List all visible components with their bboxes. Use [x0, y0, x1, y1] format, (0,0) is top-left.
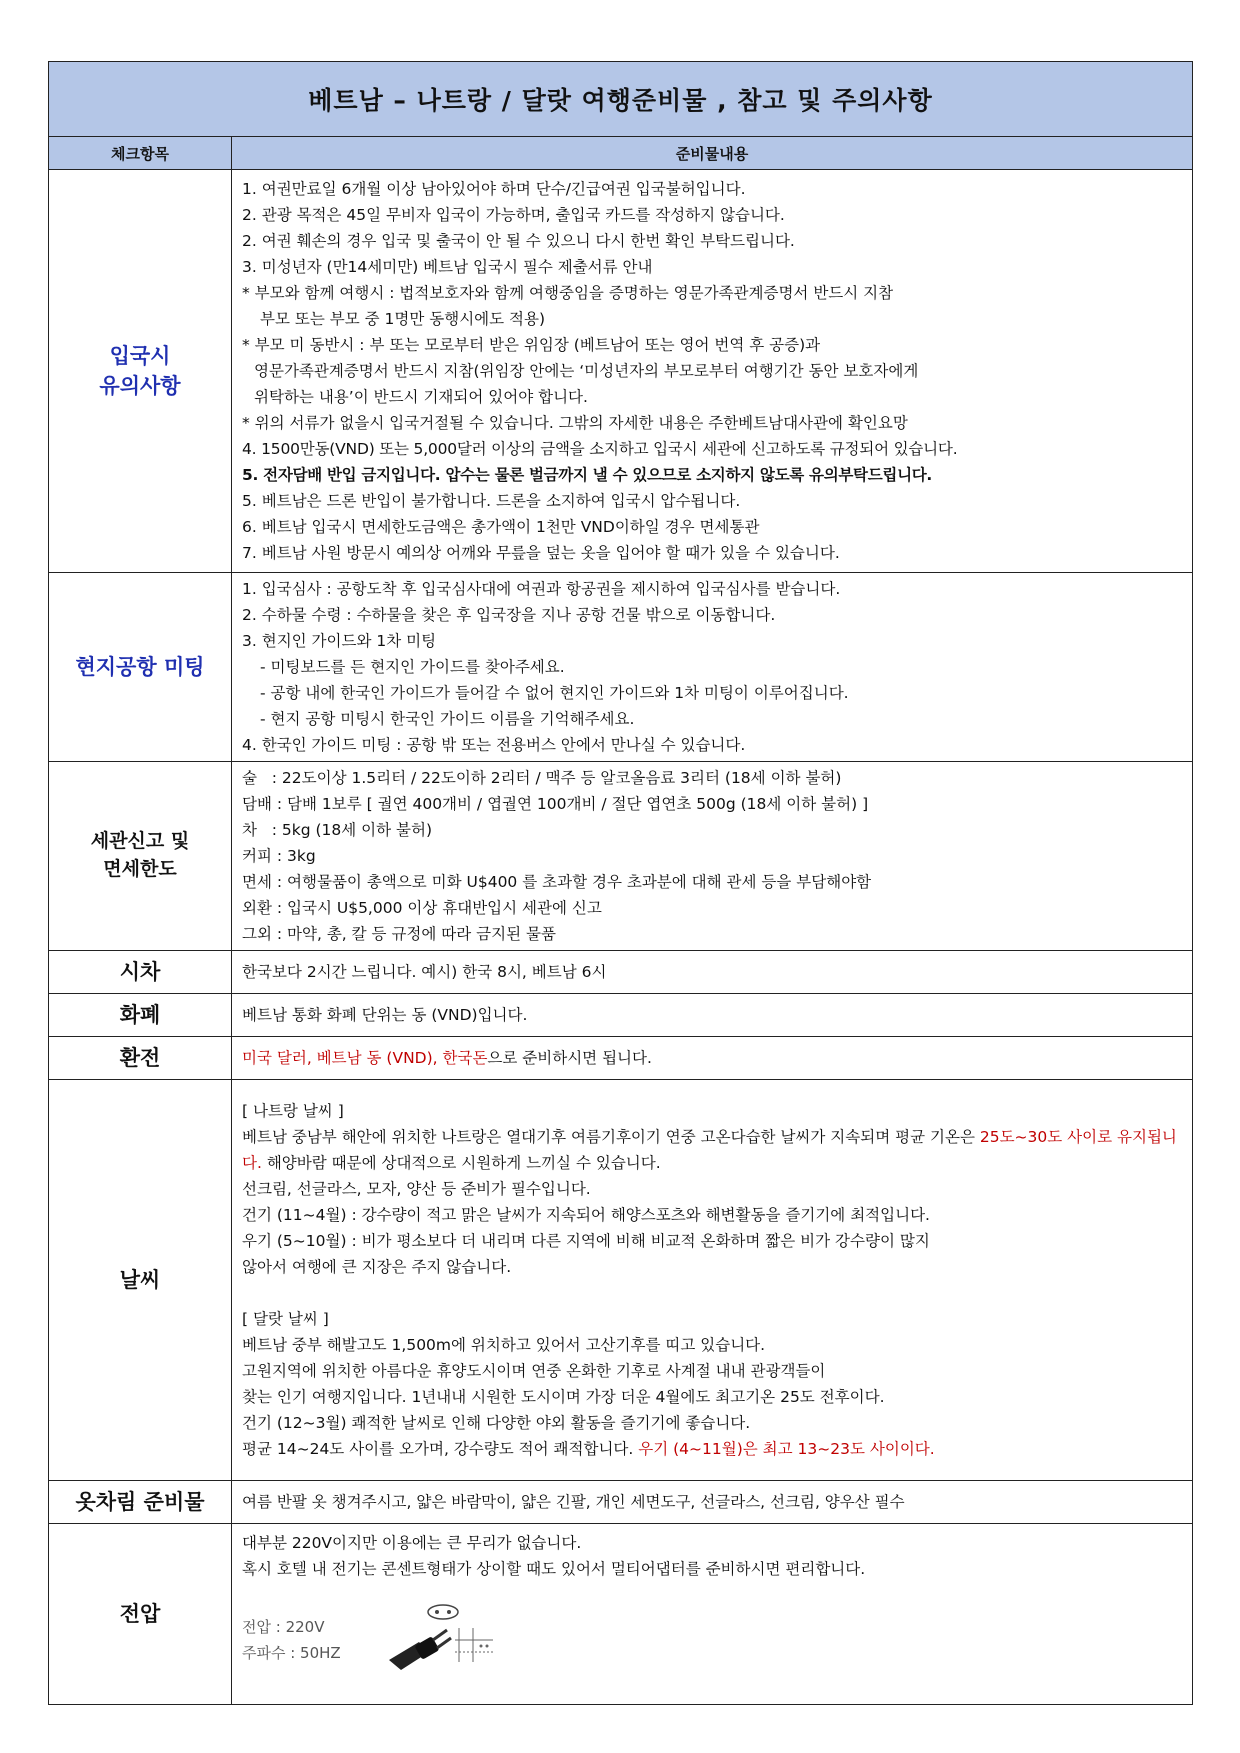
row-clothes	[49, 1481, 1193, 1524]
content-voltage	[232, 1524, 1193, 1705]
label-customs	[49, 762, 232, 951]
airport-line: - 공항 내에 한국인 가이드가 들어갈 수 없어 현지인 가이드와 1차 미팅이 이루어집니다.	[260, 684, 849, 702]
airport-line: 1. 입국심사 : 공항도착 후 입국심사대에 여권과 항공권을 제시하여 입국심사를 받습니다.	[242, 580, 841, 598]
label-entry-line1: 입국시	[109, 343, 171, 368]
content-exchange	[232, 1037, 1193, 1080]
label-voltage: 전압	[49, 1524, 232, 1705]
row-time	[49, 951, 1193, 994]
entry-line-ecig-warning: 5. 전자담배 반입 금지입니다. 압수는 물론 벌금까지 낼 수 있으므로 소지하지 않도록 유의부탁드립니다.	[242, 466, 933, 484]
entry-line: * 부모와 함께 여행시 : 법적보호자와 함께 여행중임을 증명하는 영문가족관계증명서 반드시 지참	[242, 284, 894, 302]
travel-checklist-table	[48, 61, 1193, 1705]
spec-voltage: 전압 : 220V	[242, 1617, 325, 1636]
content-airport	[232, 573, 1193, 762]
label-time: 시차	[49, 951, 232, 994]
row-voltage	[49, 1524, 1193, 1705]
entry-line: 영문가족관계증명서 반드시 지참(위임장 안에는 ‘미성년자의 부모로부터 여행기간 동안 보호자에게	[254, 362, 919, 380]
airport-line: - 현지 공항 미팅시 한국인 가이드 이름을 기억해주세요.	[260, 710, 635, 728]
weather-nhatrang-summary-b: 해양바람 때문에 상대적으로 시원하게 느끼실 수 있습니다.	[261, 1154, 661, 1172]
weather-nhatrang-title: [ 나트랑 날씨 ]	[242, 1102, 344, 1120]
weather-nhatrang-temp: 25도~30도 사이로 유지됩니다.	[242, 1128, 1177, 1172]
voltage-spec-image	[242, 1592, 1183, 1687]
entry-line: 위탁하는 내용’이 반드시 기재되어 있어야 합니다.	[254, 388, 588, 406]
weather-line: 건기 (11~4월) : 강수량이 적고 맑은 날씨가 지속되어 해양스포츠와 해변활동을 즐기기에 최적입니다.	[242, 1206, 930, 1224]
label-airport: 현지공항 미팅	[49, 573, 232, 762]
airport-line: 4. 한국인 가이드 미팅 : 공항 밖 또는 전용버스 안에서 만나실 수 있습니다.	[242, 736, 746, 754]
voltage-line: 대부분 220V이지만 이용에는 큰 무리가 없습니다.	[242, 1534, 582, 1552]
header-row	[49, 137, 1193, 170]
label-entry-line2: 유의사항	[99, 374, 181, 398]
label-customs-line1: 세관신고 및	[90, 830, 190, 853]
weather-line: 찾는 인기 여행지입니다. 1년내내 시원한 도시이며 가장 더운 4월에도 최고기온 25도 전후이다.	[242, 1388, 885, 1406]
power-plug-icon	[381, 1600, 501, 1680]
label-customs-line2: 면세한도	[103, 858, 177, 880]
document-title: 베트남 – 나트랑 / 달랏 여행준비물 , 참고 및 주의사항	[49, 62, 1193, 137]
weather-line: 않아서 여행에 큰 지장은 주지 않습니다.	[242, 1258, 512, 1276]
header-content: 준비물내용	[232, 137, 1193, 170]
weather-dalat-title: [ 달랏 날씨 ]	[242, 1310, 329, 1328]
entry-line: 부모 또는 부모 중 1명만 동행시에도 적용)	[260, 310, 546, 328]
weather-nhatrang-summary-a: 베트남 중남부 해안에 위치한 나트랑은 열대기후 여름기후이기 연중 고온다습한 날씨가 지속되며 평균 기온은	[242, 1128, 980, 1146]
customs-line: 외환 : 입국시 U$5,000 이상 휴대반입시 세관에 신고	[242, 899, 602, 917]
label-exchange: 환전	[49, 1037, 232, 1080]
row-customs	[49, 762, 1193, 951]
row-weather	[49, 1080, 1193, 1481]
weather-line: 선크림, 선글라스, 모자, 양산 등 준비가 필수입니다.	[242, 1180, 591, 1198]
customs-line: 그외 : 마약, 총, 칼 등 규정에 따라 금지된 물품	[242, 925, 556, 943]
customs-line: 면세 : 여행물품이 총액으로 미화 U$400 를 초과할 경우 초과분에 대해 관세 등을 부담해야함	[242, 873, 872, 891]
weather-dalat-rainy	[242, 1436, 1183, 1462]
title-row	[49, 62, 1193, 137]
header-check-item: 체크항목	[49, 137, 232, 170]
row-airport	[49, 573, 1193, 762]
entry-line: 4. 1500만동(VND) 또는 5,000달러 이상의 금액을 소지하고 입국시 세관에 신고하도록 규정되어 있습니다.	[242, 440, 958, 458]
label-currency: 화폐	[49, 994, 232, 1037]
content-entry	[232, 170, 1193, 573]
label-clothes: 옷차림 준비물	[49, 1481, 232, 1524]
weather-line: 우기 (5~10월) : 비가 평소보다 더 내리며 다른 지역에 비해 비교적 온화하며 짧은 비가 강수량이 많지	[242, 1232, 930, 1250]
row-exchange	[49, 1037, 1193, 1080]
entry-line: 1. 여권만료일 6개월 이상 남아있어야 하며 단수/긴급여권 입국불허입니다.	[242, 180, 746, 198]
label-entry	[49, 170, 232, 573]
entry-line: 6. 베트남 입국시 면세한도금액은 총가액이 1천만 VND이하일 경우 면세통관	[242, 518, 760, 536]
row-entry	[49, 170, 1193, 573]
customs-line: 담배 : 담배 1보루 [ 궐연 400개비 / 엽궐연 100개비 / 절단 엽연초 500g (18세 이하 불허) ]	[242, 795, 869, 813]
entry-line: 5. 베트남은 드론 반입이 불가합니다. 드론을 소지하여 입국시 압수됩니다.	[242, 492, 741, 510]
entry-line: * 위의 서류가 없을시 입국거절될 수 있습니다. 그밖의 자세한 내용은 주한베트남대사관에 확인요망	[242, 414, 908, 432]
voltage-line: 혹시 호텔 내 전기는 콘센트형태가 상이할 때도 있어서 멀티어댑터를 준비하시면 편리합니다.	[242, 1560, 866, 1578]
exchange-currencies: 미국 달러, 베트남 동 (VND), 한국돈	[242, 1049, 488, 1067]
entry-line: 7. 베트남 사원 방문시 예의상 어깨와 무릎을 덮는 옷을 입어야 할 때가 있을 수 있습니다.	[242, 544, 840, 562]
customs-line: 커피 : 3kg	[242, 847, 316, 865]
entry-line: 3. 미성년자 (만14세미만) 베트남 입국시 필수 제출서류 안내	[242, 258, 653, 276]
content-weather	[232, 1080, 1193, 1481]
weather-nhatrang-summary	[242, 1124, 1183, 1176]
airport-line: 3. 현지인 가이드와 1차 미팅	[242, 632, 437, 650]
entry-line: 2. 여권 훼손의 경우 입국 및 출국이 안 될 수 있으니 다시 한번 확인 부탁드립니다.	[242, 232, 795, 250]
spec-frequency: 주파수 : 50HZ	[242, 1643, 341, 1662]
content-clothes: 여름 반팔 옷 챙겨주시고, 얇은 바람막이, 얇은 긴팔, 개인 세면도구, 선글라스, 선크림, 양우산 필수	[232, 1481, 1193, 1524]
airport-line: 2. 수하물 수령 : 수하물을 찾은 후 입국장을 지나 공항 건물 밖으로 이동합니다.	[242, 606, 776, 624]
entry-line: 2. 관광 목적은 45일 무비자 입국이 가능하며, 출입국 카드를 작성하지 않습니다.	[242, 206, 785, 224]
weather-line: 베트남 중부 해발고도 1,500m에 위치하고 있어서 고산기후를 띠고 있습니다.	[242, 1336, 766, 1354]
entry-line: * 부모 미 동반시 : 부 또는 모로부터 받은 위임장 (베트남어 또는 영어 번역 후 공증)과	[242, 336, 821, 354]
weather-dalat-rainy-temp: 우기 (4~11월)은 최고 13~23도 사이이다.	[638, 1440, 935, 1458]
content-currency: 베트남 통화 화폐 단위는 동 (VND)입니다.	[232, 994, 1193, 1037]
weather-dalat-avg: 평균 14~24도 사이를 오가며, 강수량도 적어 쾌적합니다.	[242, 1440, 639, 1458]
label-weather: 날씨	[49, 1080, 232, 1481]
content-customs	[232, 762, 1193, 951]
airport-line: - 미팅보드를 든 현지인 가이드를 찾아주세요.	[260, 658, 565, 676]
customs-line: 차 : 5kg (18세 이하 불허)	[242, 821, 433, 839]
row-currency	[49, 994, 1193, 1037]
weather-line: 건기 (12~3월) 쾌적한 날씨로 인해 다양한 야외 활동을 즐기기에 좋습니다.	[242, 1414, 751, 1432]
customs-line: 술 : 22도이상 1.5리터 / 22도이하 2리터 / 맥주 등 알코올음료 3리터 (18세 이하 불허)	[242, 769, 842, 787]
weather-line: 고원지역에 위치한 아름다운 휴양도시이며 연중 온화한 기후로 사계절 내내 관광객들이	[242, 1362, 826, 1380]
voltage-spec-text	[242, 1614, 341, 1666]
exchange-text: 으로 준비하시면 됩니다.	[487, 1049, 652, 1067]
content-time: 한국보다 2시간 느립니다. 예시) 한국 8시, 베트남 6시	[232, 951, 1193, 994]
